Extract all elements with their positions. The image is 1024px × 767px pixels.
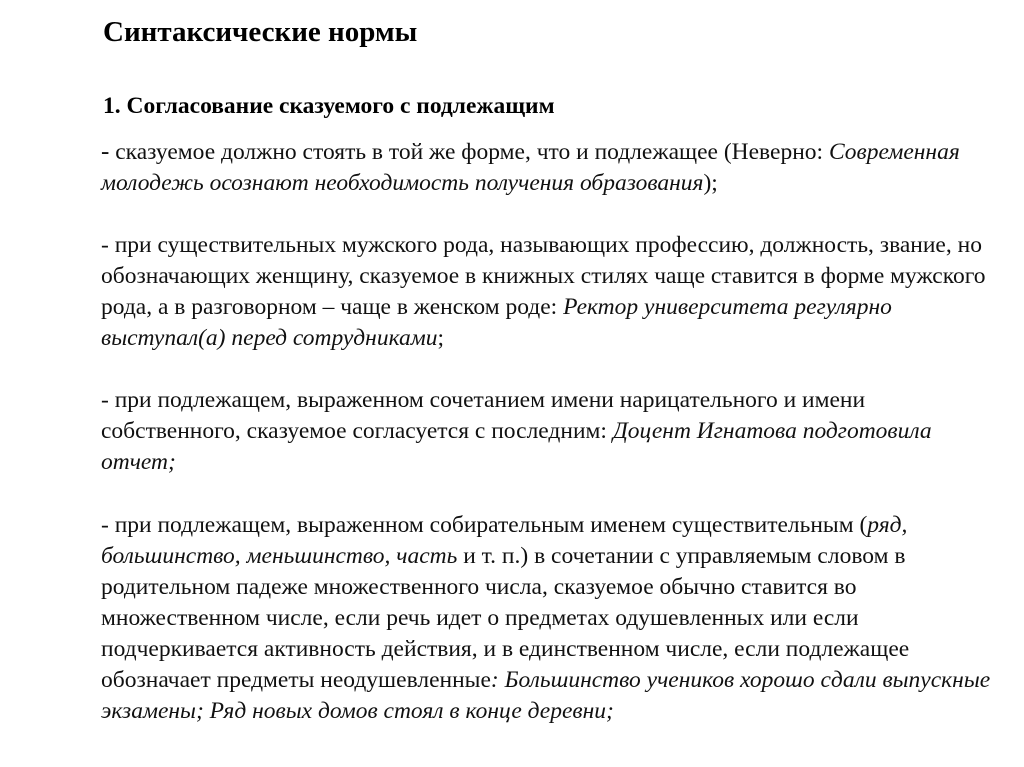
rule-4-example: : Большинство учеников хорошо сдали выпускные экзамены; Ряд новых домов стоял в конце деревни; bbox=[101, 667, 991, 724]
slide-title: Синтаксические нормы bbox=[103, 16, 418, 48]
rule-1-example: Современная молодежь осознают необходимость получения образования bbox=[101, 139, 960, 196]
rule-2 bbox=[101, 230, 991, 354]
rule-1 bbox=[101, 136, 991, 199]
rule-3-example: Доцент Игнатова подготовила отчет; bbox=[101, 418, 932, 475]
rule-2-text: - при существительных мужского рода, называющих профессию, должность, звание, но обозначающих женщину, сказуемое в книжных стилях чаще ставится в форме мужского рода, а в разговорном – чаще в женском роде: bbox=[101, 232, 986, 320]
section-heading: 1. Согласование сказуемого с подлежащим bbox=[103, 93, 555, 119]
rule-1-after: ); bbox=[703, 170, 718, 196]
rule-2-after: ; bbox=[437, 325, 445, 351]
rule-4 bbox=[101, 510, 991, 727]
rule-1-text: сказуемое должно стоять в той же форме, что и подлежащее (Неверно: bbox=[109, 139, 829, 165]
rule-2-example: Ректор университета регулярно выступал(а) перед сотрудниками bbox=[101, 294, 892, 351]
rule-3-text: - при подлежащем, выраженном сочетанием имени нарицательного и имени собственного, сказуемое согласуется с последним: bbox=[101, 387, 866, 444]
rule-4-inline-example: ряд, большинство, меньшинство, часть bbox=[101, 512, 908, 569]
rule-4-text-after: и т. п.) в сочетании с управляемым словом в родительном падеже множественного числа, сказуемое обычно ставится во множественном числе, если речь идет о предметах одушевленных или если подчеркивается активность действия, и в единственном числе, если подлежащее обозначает предметы неодушевленные bbox=[101, 543, 910, 693]
rule-3 bbox=[101, 385, 991, 478]
rule-1-dash: - bbox=[101, 138, 110, 165]
rule-4-text-before: - при подлежащем, выраженном собирательным именем существительным ( bbox=[101, 512, 868, 538]
